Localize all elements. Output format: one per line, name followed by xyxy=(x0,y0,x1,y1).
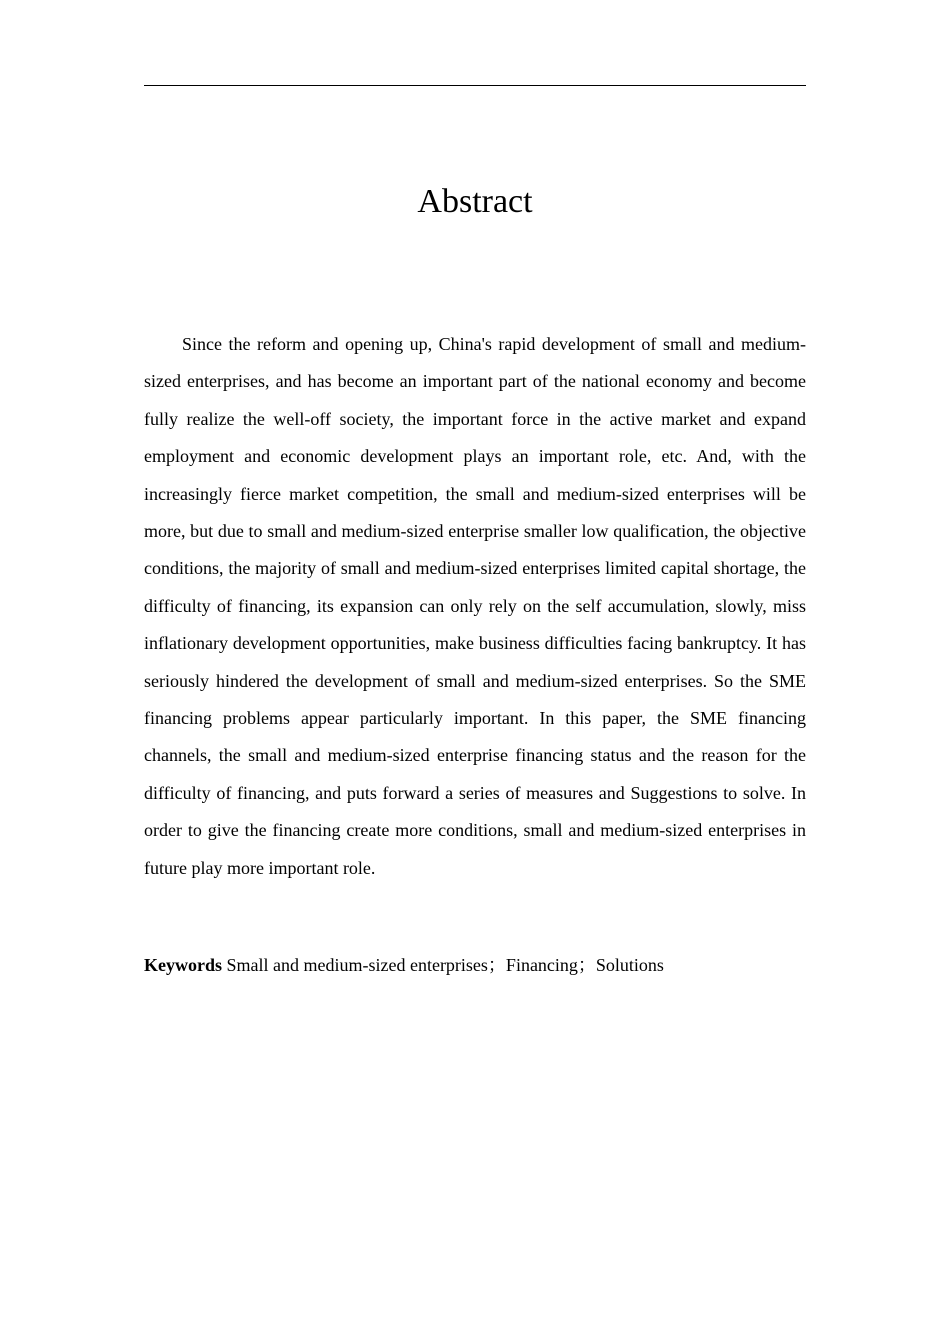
keywords-line xyxy=(144,947,806,984)
header-rule xyxy=(144,85,806,86)
keywords-label: Keywords xyxy=(144,955,222,975)
keywords-text: Small and medium-sized enterprises；Financing；Solutions xyxy=(222,955,664,975)
page-title: Abstract xyxy=(417,183,533,220)
abstract-paragraph: Since the reform and opening up, China's rapid development of small and medium-sized enterprises, and has become an important part of the national economy and become fully realize the well-off society, the important force in the active market and expand employment and economic development plays an important role, etc. And, with the increasingly fierce market competition, the small and medium-sized enterprises will be more, but due to small and medium-sized enterprise smaller low qualification, the objective conditions, the majority of small and medium-sized enterprises limited capital shortage, the difficulty of financing, its expansion can only rely on the self accumulation, slowly, miss inflationary development opportunities, make business difficulties facing bankruptcy. It has seriously hindered the development of small and medium-sized enterprises. So the SME financing problems appear particularly important. In this paper, the SME financing channels, the small and medium-sized enterprise financing status and the reason for the difficulty of financing, and puts forward a series of measures and Suggestions to solve. In order to give the financing create more conditions, small and medium-sized enterprises in future play more important role. xyxy=(144,334,806,878)
